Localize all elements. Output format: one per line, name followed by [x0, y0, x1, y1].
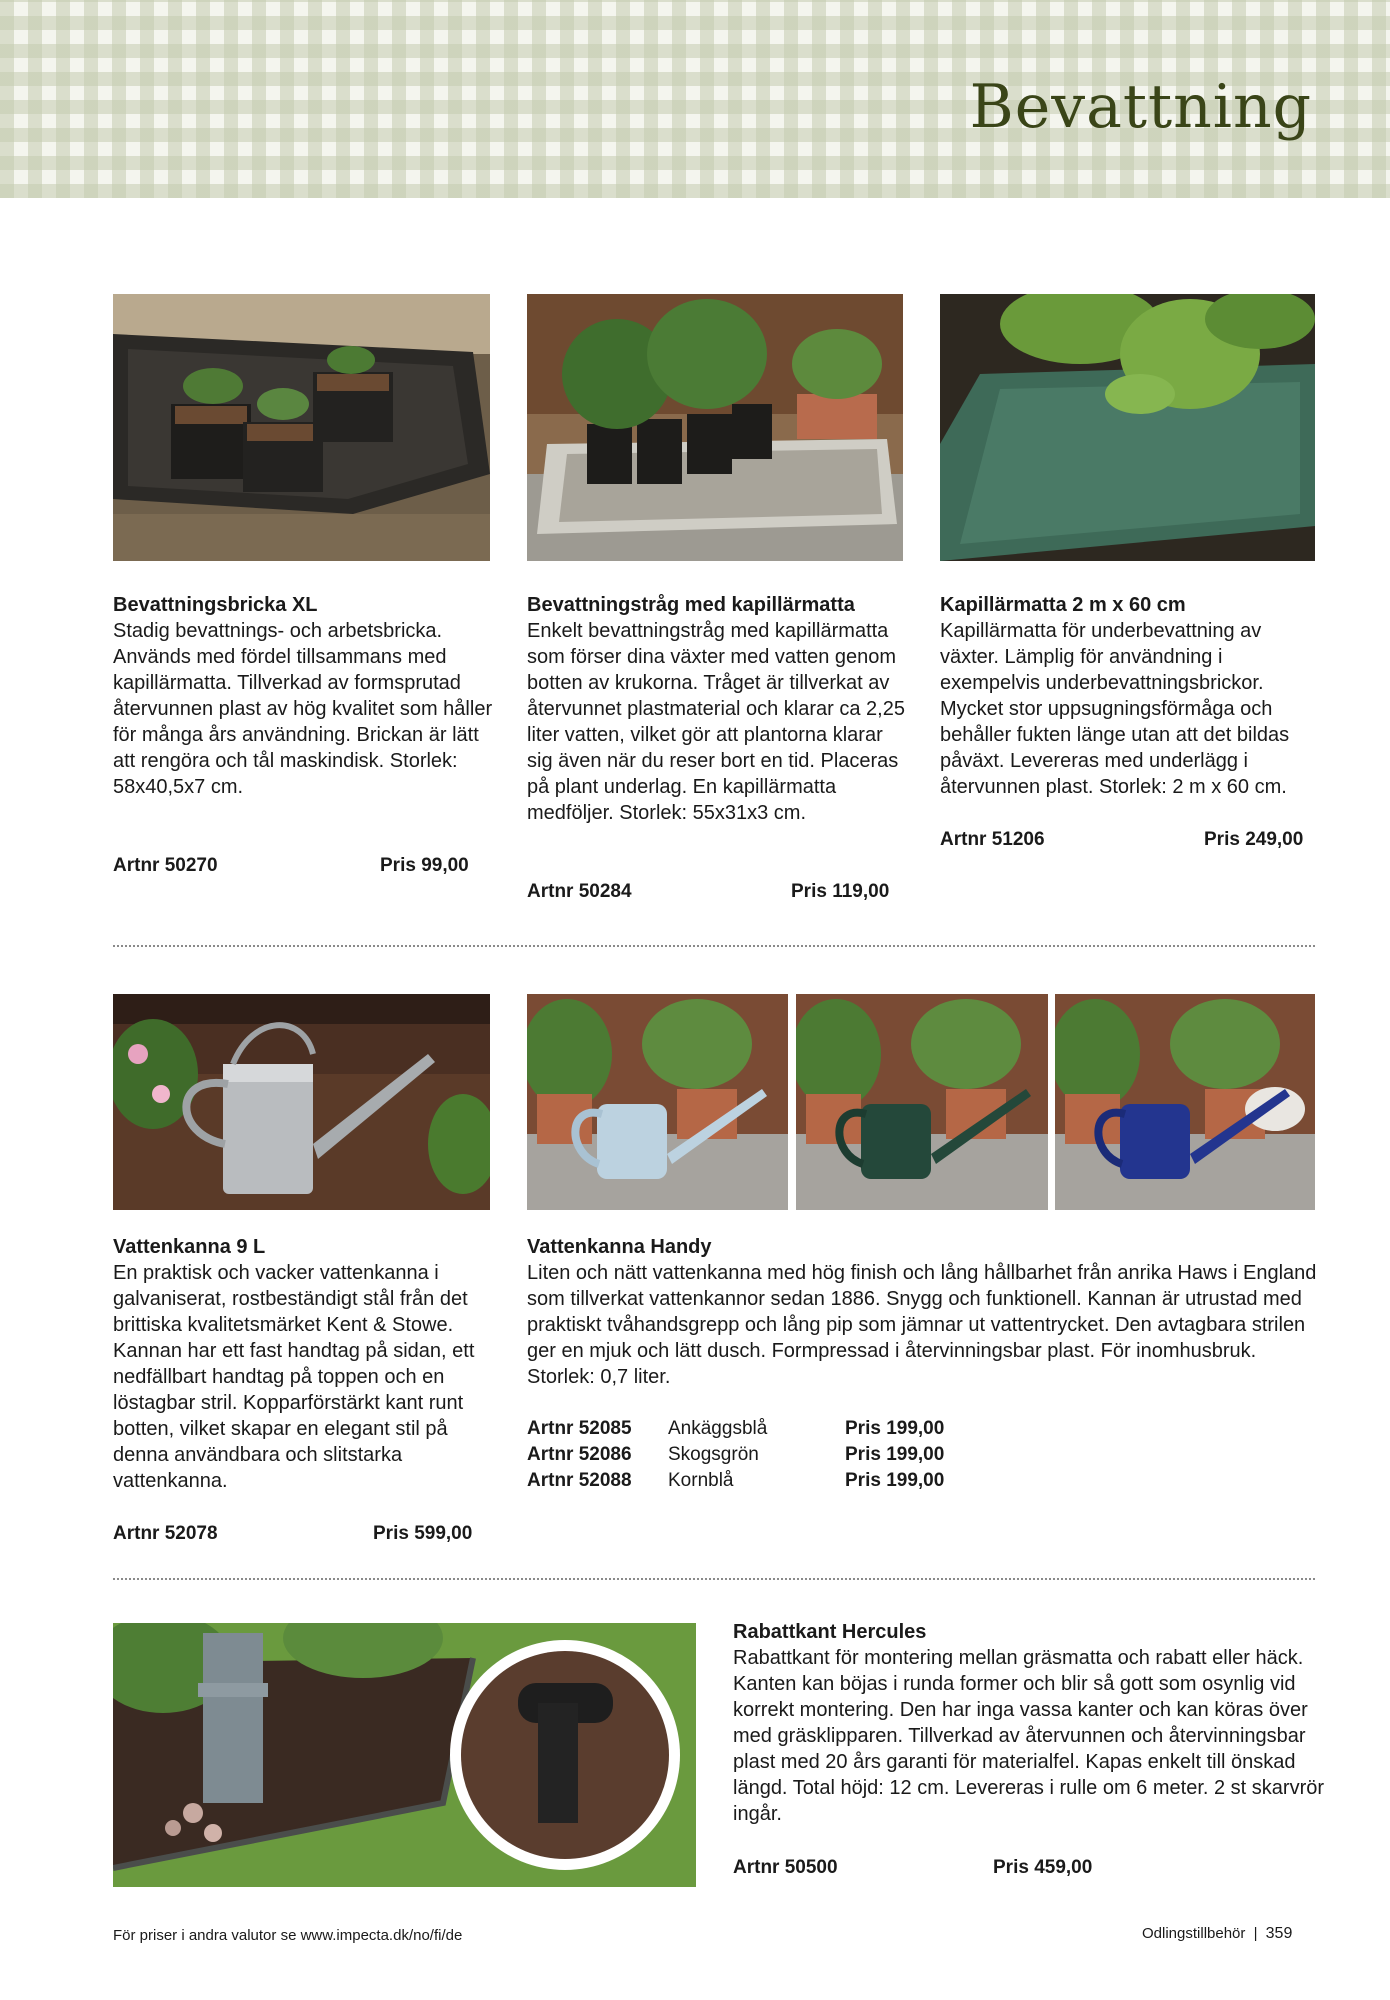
product-artnr: Artnr 50270: [113, 855, 218, 876]
product-vattenkanna-handy: [527, 1234, 1325, 1390]
photo-kapillarmatta: [940, 294, 1315, 561]
product-title: Bevattningstråg med kapillärmatta: [527, 594, 855, 616]
product-bevattningsbricka: [113, 592, 493, 800]
footer-note: För priser i andra valutor se www.impecta.dk/no/fi/de: [113, 1927, 463, 1944]
product-kapillarmatta: [940, 592, 1322, 800]
variant-row: [527, 1418, 947, 1444]
product-artnr: Artnr 51206: [940, 829, 1045, 850]
product-description: Kapillärmatta för underbevattning av växter. Lämplig för användning i exempelvis underbevattningsbrickor. Mycket stor uppsugningsförmåga och behåller fukten länge utan att det bildas påväxt. Levereras med underlägg i återvunnen plast. Storlek: 2 m x 60 cm.: [940, 620, 1290, 798]
variant-color: Ankäggsblå: [668, 1418, 768, 1439]
photo-vattenkanna-9l: [113, 994, 490, 1210]
product-description: Rabattkant för montering mellan gräsmatta och rabatt eller häck. Kanten kan böjas i runda former och blir så gott som osynlig vid korrekt montering. Den har inga vassa kanter och kan köras över med gräsklipparen. Tillverkad av återvunnen och återvinningsbar plast med 20 års garanti för materialfel. Kapas enkelt till önskad längd. Total höjd: 12 cm. Levereras i rulle om 6 meter. 2 st skarvrör ingår.: [733, 1647, 1325, 1825]
product-title: Vattenkanna Handy: [527, 1236, 712, 1258]
footer-section: Odlingstillbehör | 359: [1142, 1925, 1293, 1942]
product-rabattkant: [733, 1619, 1325, 1827]
photo-handy-ankaggsbla: [527, 994, 788, 1210]
product-title: Rabattkant Hercules: [733, 1621, 927, 1643]
variant-price: Pris 199,00: [845, 1444, 945, 1465]
product-title: Vattenkanna 9 L: [113, 1236, 266, 1258]
dotted-divider: [113, 945, 1315, 947]
photo-handy-skogsgron: [796, 994, 1048, 1210]
product-price: Pris 459,00: [993, 1857, 1093, 1878]
dotted-divider: [113, 1578, 1315, 1580]
product-description: Liten och nätt vattenkanna med hög finish och lång hållbarhet från anrika Haws i England som tillverkat vattenkannor sedan 1886. Snygg och funktionell. Kannan är utrustad med praktiskt tvåhandsgrepp och lång pip som jämnar ut vattentrycket. Den avtagbara strilen ger en mjuk och lätt dusch. Formpressad i återvinningsbar plast. För inomhusbruk. Storlek: 0,7 liter.: [527, 1262, 1317, 1388]
variant-price: Pris 199,00: [845, 1470, 945, 1491]
product-description: En praktisk och vacker vattenkanna i galvaniserat, rostbeständigt stål från det brittiska kvalitetsmärket Kent & Stowe. Kannan har ett fast handtag på sidan, ett nedfällbart handtag på toppen och en löstagbar stril. Kopparförstärkt kant runt botten, vilket skapar en elegant stil på denna användbara och slitstarka vattenkanna.: [113, 1262, 475, 1492]
variant-row: [527, 1470, 947, 1496]
variant-artnr: Artnr 52086: [527, 1444, 632, 1465]
gingham-header: [0, 0, 1390, 198]
photo-handy-kornbla: [1055, 994, 1315, 1210]
product-artnr: Artnr 50500: [733, 1857, 838, 1878]
footer-section-name: Odlingstillbehör: [1142, 1925, 1246, 1942]
product-vattenkanna-9l: [113, 1234, 495, 1494]
photo-bevattningstrag: [527, 294, 903, 561]
product-bevattningstrag: [527, 592, 909, 826]
photo-rabattkant: [113, 1623, 696, 1887]
page-number: 359: [1265, 1925, 1293, 1942]
product-price: Pris 599,00: [373, 1523, 473, 1544]
variant-artnr: Artnr 52088: [527, 1470, 632, 1491]
product-title: Kapillärmatta 2 m x 60 cm: [940, 594, 1186, 616]
variant-color: Kornblå: [668, 1470, 734, 1491]
variant-color: Skogsgrön: [668, 1444, 759, 1465]
product-description: Enkelt bevattningstråg med kapillärmatta som förser dina växter med vatten genom botten av krukorna. Tråget är tillverkat av återvunnet plastmaterial och klarar ca 2,25 liter vatten, vilket gör att plantorna klarar sig även när du reser bort en tid. Placeras på plant underlag. En kapillärmatta medföljer. Storlek: 55x31x3 cm.: [527, 620, 905, 824]
product-artnr: Artnr 50284: [527, 881, 632, 902]
product-title: Bevattningsbricka XL: [113, 594, 318, 616]
product-price: Pris 99,00: [380, 855, 469, 876]
product-price: Pris 119,00: [791, 881, 890, 902]
product-price: Pris 249,00: [1204, 829, 1304, 850]
page-title: Bevattning: [969, 72, 1312, 142]
variant-artnr: Artnr 52085: [527, 1418, 632, 1439]
variant-price: Pris 199,00: [845, 1418, 945, 1439]
product-artnr: Artnr 52078: [113, 1523, 218, 1544]
variant-row: [527, 1444, 947, 1470]
photo-bevattningsbricka: [113, 294, 490, 561]
product-description: Stadig bevattnings- och arbetsbricka. Används med fördel tillsammans med kapillärmatta. Tillverkad av formsprutad återvunnen plast av hög kvalitet som håller för många års användning. Brickan är lätt att rengöra och tål maskindisk. Storlek: 58x40,5x7 cm.: [113, 620, 493, 798]
